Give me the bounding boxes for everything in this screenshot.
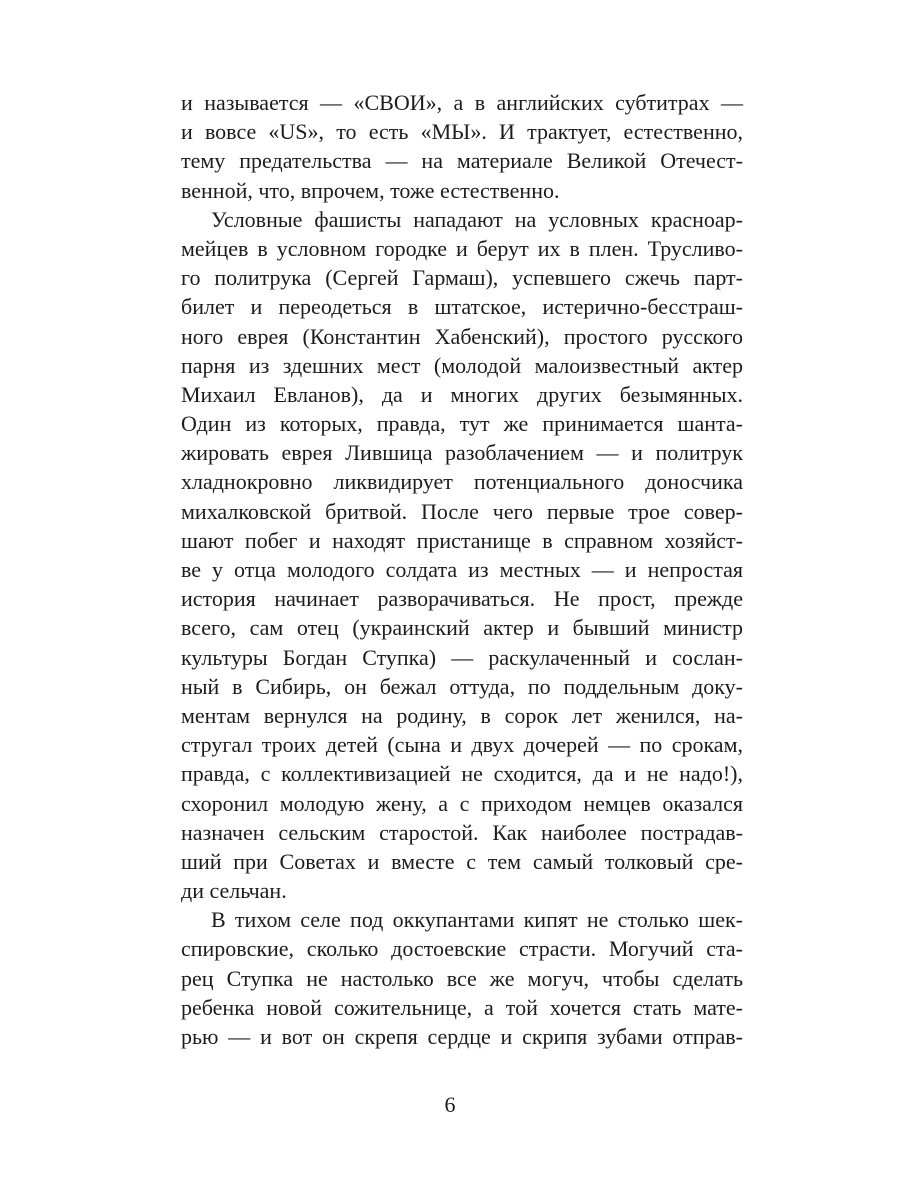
text-line: и вовсе «US», то есть «МЫ». И трактует, естественно,	[181, 119, 743, 145]
text-line: мейцев в условном городке и берут их в плен. Трусливо-	[181, 235, 743, 261]
text-line: история начинает разворачиваться. Не прост, прежде	[181, 586, 743, 612]
text-line: ного еврея (Константин Хабенский), простого русского	[181, 323, 743, 349]
text-line: венной, что, впрочем, тоже естественно.	[181, 177, 560, 203]
text-line: спировские, сколько достоевские страсти. Могучий ста-	[181, 936, 743, 962]
text-line: ребенка новой сожительнице, а той хочется стать мате-	[181, 994, 743, 1020]
text-line: парня из здешних мест (молодой малоизвестный актер	[181, 352, 743, 378]
text-line: ный в Сибирь, он бежал оттуда, по поддельным доку-	[181, 673, 743, 699]
text-line: Один из которых, правда, тут же принимается шанта-	[181, 411, 743, 437]
text-line: тему предательства — на материале Великой Отечест-	[181, 148, 743, 174]
text-line-paragraph-start: Условные фашисты нападают на условных красноар-	[211, 206, 743, 232]
text-line: жировать еврея Лившица разоблачением — и политрук	[181, 440, 743, 466]
text-line: рец Ступка не настолько все же могуч, чтобы сделать	[181, 965, 743, 991]
text-line-paragraph-start: В тихом селе под оккупантами кипят не столько шек-	[211, 907, 743, 933]
text-line: культуры Богдан Ступка) — раскулаченный и сослан-	[181, 644, 743, 670]
text-line: всего, сам отец (украинский актер и бывший министр	[181, 615, 743, 641]
text-line: шают побег и находят пристанище в справном хозяйст-	[181, 527, 743, 553]
text-line: назначен сельским старостой. Как наиболее пострадав-	[181, 819, 743, 845]
text-line: го политрука (Сергей Гармаш), успевшего сжечь парт-	[181, 265, 743, 291]
text-line: стругал троих детей (сына и двух дочерей — по срокам,	[181, 732, 743, 758]
text-line: Михаил Евланов), да и многих других безымянных.	[181, 381, 743, 407]
text-line: ве у отца молодого солдата из местных — и непростая	[181, 557, 743, 582]
text-line: билет и переодеться в штатское, истерично-бесстраш-	[181, 294, 743, 320]
text-line: рью — и вот он скрепя сердце и скрипя зубами отправ-	[181, 1024, 743, 1049]
text-line: хладнокровно ликвидирует потенциального доносчика	[181, 469, 743, 495]
text-line: ший при Советах и вместе с тем самый толковый сре-	[181, 848, 743, 874]
text-line: михалковской бритвой. После чего первые трое совер-	[181, 498, 743, 524]
body-text	[181, 88, 743, 1051]
text-line: правда, с коллективизацией не сходится, да и не надо!),	[181, 761, 743, 787]
text-line: ментам вернулся на родину, в сорок лет женился, на-	[181, 702, 743, 728]
text-line: схоронил молодую жену, а с приходом немцев оказался	[181, 790, 743, 816]
text-line: и называется — «СВОИ», а в английских субтитрах —	[181, 90, 743, 115]
page-number: 6	[444, 1092, 456, 1117]
text-line: ди сельчан.	[181, 878, 287, 904]
